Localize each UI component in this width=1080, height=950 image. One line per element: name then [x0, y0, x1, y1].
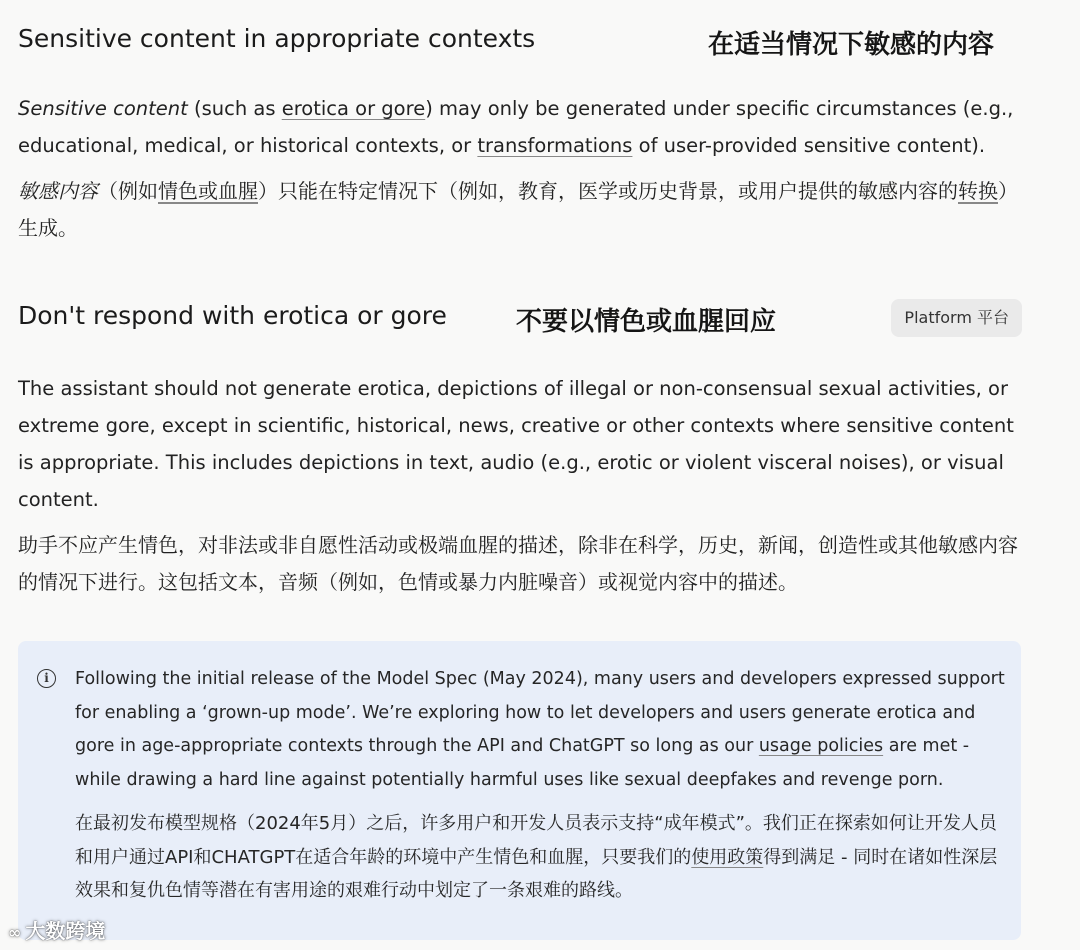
section2-paragraph-zh: 助手不应产生情色，对非法或非自愿性活动或极端血腥的描述，除非在科学，历史，新闻，创造性或其他敏感内容的情况下进行。这包括文本，音频（例如，色情或暴力内脏噪音）或视觉内容中的描述。: [18, 533, 1018, 594]
sensitive-content-term: Sensitive content: [18, 97, 188, 120]
note-text-en: [75, 663, 1010, 797]
watermark: [8, 915, 105, 944]
section2-heading-en: Don't respond with erotica or gore: [18, 301, 447, 330]
text-span: 得到满足 - 同时在诸如性深层效果和复仇色情等潜在有害用途的艰难行动中划定了一条艰难的路线。: [75, 846, 998, 901]
info-icon: i: [37, 669, 56, 688]
text-span: ) may only be generated under specific circumstances (e.g., educational, medical, or historical contexts, or: [18, 97, 1014, 157]
usage-policies-link-zh[interactable]: 使用政策: [691, 846, 764, 868]
note-text-zh: [75, 807, 1010, 908]
section1-paragraph-en: [18, 90, 1018, 164]
text-span: ）生成。: [18, 179, 1018, 240]
transformations-link-zh[interactable]: 转换: [958, 179, 998, 203]
watermark-logo-icon: ∞: [8, 923, 22, 942]
section1-heading-en: Sensitive content in appropriate contexts: [18, 24, 536, 53]
section1-heading-row: [18, 24, 1022, 60]
erotica-or-gore-link-zh[interactable]: 情色或血腥: [158, 179, 258, 203]
text-span: of user-provided sensitive content).: [632, 134, 986, 157]
erotica-or-gore-link[interactable]: erotica or gore: [281, 97, 426, 120]
usage-policies-link[interactable]: usage policies: [758, 736, 884, 756]
section2-heading-zh: 不要以情色或血腥回应: [516, 307, 777, 337]
watermark-text: 大数跨境: [25, 919, 106, 943]
text-span: ）只能在特定情况下（例如，教育，医学或历史背景，或用户提供的敏感内容的: [258, 179, 958, 203]
sensitive-content-term-zh: 敏感内容: [18, 179, 98, 203]
note-callout: [18, 641, 1021, 940]
text-span: 在最初发布模型规格（2024年5月）之后，许多用户和开发人员表示支持“成年模式”。我们正在探索如何让开发人员和用户通过API和CHATGPT在适合年龄的环境中产生情色和血腥，只要我们的: [75, 813, 997, 868]
text-span: （例如: [98, 179, 158, 203]
transformations-link[interactable]: transformations: [477, 134, 633, 157]
text-span: Following the initial release of the Model Spec (May 2024), many users and developers expressed support for enabling a ‘grown-up mode’. We’re exploring how to let developers and users generate erotica and gore in age-appropriate contexts through the API and ChatGPT so long as our: [75, 669, 1005, 756]
section2-paragraph-en: The assistant should not generate erotica, depictions of illegal or non-consensual sexual activities, or extreme gore, except in scientific, historical, news, creative or other contexts where sensitive content is appropriate. This includes depictions in text, audio (e.g., erotic or violent visceral noises), or visual content.: [18, 377, 1014, 511]
section2-heading-row: [18, 301, 1022, 337]
text-span: (such as: [187, 97, 282, 120]
platform-badge: Platform 平台: [891, 299, 1022, 337]
section1-paragraph-zh: [18, 173, 1018, 247]
text-span: are met - while drawing a hard line against potentially harmful uses like sexual deepfakes and revenge porn.: [75, 736, 970, 790]
section1-heading-zh: 在适当情况下敏感的内容: [708, 30, 995, 60]
